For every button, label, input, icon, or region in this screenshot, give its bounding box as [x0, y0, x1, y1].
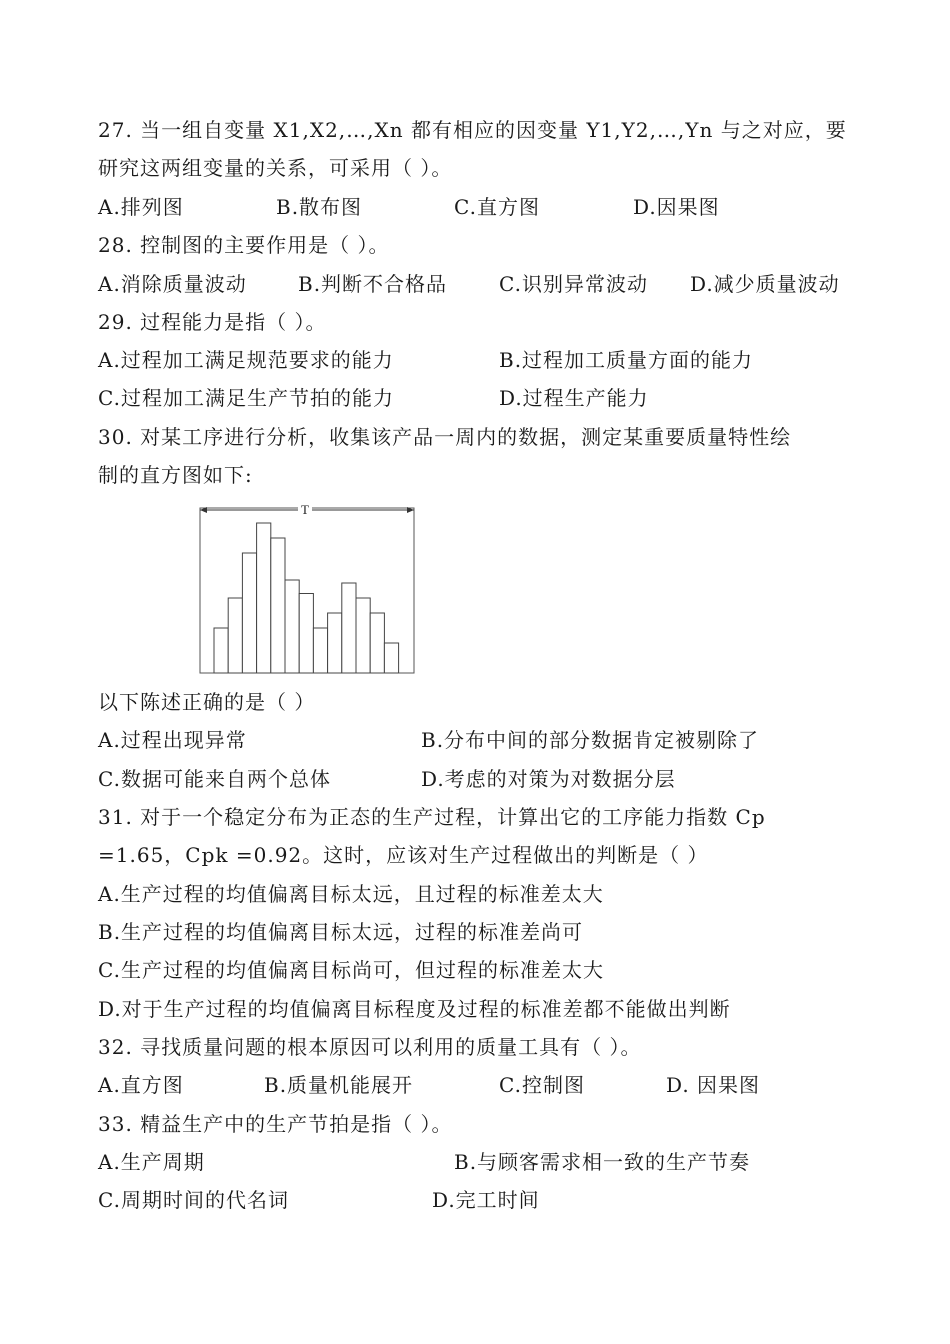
- q27-option-a[interactable]: A.排列图: [98, 195, 184, 219]
- histogram-bar: [271, 538, 285, 673]
- histogram-bar: [299, 594, 313, 674]
- histogram-bar: [342, 583, 356, 673]
- q32-option-a[interactable]: A.直方图: [98, 1073, 184, 1097]
- histogram-bars: [214, 523, 399, 673]
- histogram-bar: [285, 580, 299, 673]
- q31-option-a[interactable]: A.生产过程的均值偏离目标太远，且过程的标准差太大: [98, 882, 604, 906]
- q32-option-d[interactable]: D. 因果图: [666, 1073, 761, 1097]
- q27-option-d[interactable]: D.因果图: [633, 195, 720, 219]
- q32-option-b[interactable]: B.质量机能展开: [264, 1073, 414, 1097]
- q27-option-b[interactable]: B.散布图: [276, 195, 363, 219]
- tolerance-label: T: [301, 502, 309, 517]
- q30-prompt: 以下陈述正确的是（ ）: [98, 690, 316, 714]
- histogram-bar: [356, 598, 370, 673]
- q28-option-d[interactable]: D.减少质量波动: [690, 272, 840, 296]
- q31-stem-line2: =1.65，Cpk =0.92。这时，应该对生产过程做出的判断是（ ）: [98, 843, 709, 867]
- q29-option-c[interactable]: C.过程加工满足生产节拍的能力: [98, 386, 394, 410]
- q30-option-b[interactable]: B.分布中间的部分数据肯定被剔除了: [421, 728, 760, 752]
- q29-option-a[interactable]: A.过程加工满足规范要求的能力: [98, 348, 394, 372]
- q31-option-d[interactable]: D.对于生产过程的均值偏离目标程度及过程的标准差都不能做出判断: [98, 997, 731, 1021]
- q31-option-b[interactable]: B.生产过程的均值偏离目标太远，过程的标准差尚可: [98, 920, 584, 944]
- q32-option-c[interactable]: C.控制图: [499, 1073, 585, 1097]
- histogram-bar: [242, 553, 256, 673]
- histogram-bar: [370, 613, 384, 673]
- histogram-bar: [257, 523, 271, 673]
- q30-option-c[interactable]: C.数据可能来自两个总体: [98, 767, 331, 791]
- q29-option-b[interactable]: B.过程加工质量方面的能力: [499, 348, 754, 372]
- q31-option-c[interactable]: C.生产过程的均值偏离目标尚可，但过程的标准差太大: [98, 958, 604, 982]
- q29-option-d[interactable]: D.过程生产能力: [499, 386, 649, 410]
- q30-option-a[interactable]: A.过程出现异常: [98, 728, 247, 752]
- q28-option-b[interactable]: B.判断不合格品: [298, 272, 448, 296]
- histogram-bar: [214, 628, 228, 673]
- q29-stem: 29. 过程能力是指（ ）。: [98, 310, 327, 334]
- histogram-chart: [190, 495, 430, 677]
- q28-stem: 28. 控制图的主要作用是（ ）。: [98, 233, 390, 257]
- q28-option-c[interactable]: C.识别异常波动: [499, 272, 648, 296]
- q30-option-d[interactable]: D.考虑的对策为对数据分层: [421, 767, 676, 791]
- q30-stem-line1: 30. 对某工序进行分析，收集该产品一周内的数据，测定某重要质量特性绘: [98, 425, 792, 449]
- q27-option-c[interactable]: C.直方图: [454, 195, 540, 219]
- q33-option-b[interactable]: B.与顾客需求相一致的生产节奏: [454, 1150, 751, 1174]
- q31-stem-line1: 31. 对于一个稳定分布为正态的生产过程，计算出它的工序能力指数 Cp: [98, 805, 766, 829]
- q32-stem: 32. 寻找质量问题的根本原因可以利用的质量工具有（ ）。: [98, 1035, 642, 1059]
- histogram-bar: [313, 628, 327, 673]
- histogram-bar: [328, 613, 342, 673]
- q33-stem: 33. 精益生产中的生产节拍是指（ ）。: [98, 1112, 453, 1136]
- q33-option-a[interactable]: A.生产周期: [98, 1150, 205, 1174]
- q28-option-a[interactable]: A.消除质量波动: [98, 272, 247, 296]
- histogram-bar: [384, 643, 398, 673]
- q33-option-d[interactable]: D.完工时间: [432, 1188, 540, 1212]
- histogram-bar: [228, 598, 242, 673]
- q27-stem-line1: 27. 当一组自变量 X1,X2,…,Xn 都有相应的因变量 Y1,Y2,…,Yn 与之对应，要: [98, 118, 847, 142]
- q30-stem-line2: 制的直方图如下:: [98, 463, 253, 487]
- q33-option-c[interactable]: C.周期时间的代名词: [98, 1188, 289, 1212]
- q27-stem-line2: 研究这两组变量的关系，可采用（ ）。: [98, 156, 453, 180]
